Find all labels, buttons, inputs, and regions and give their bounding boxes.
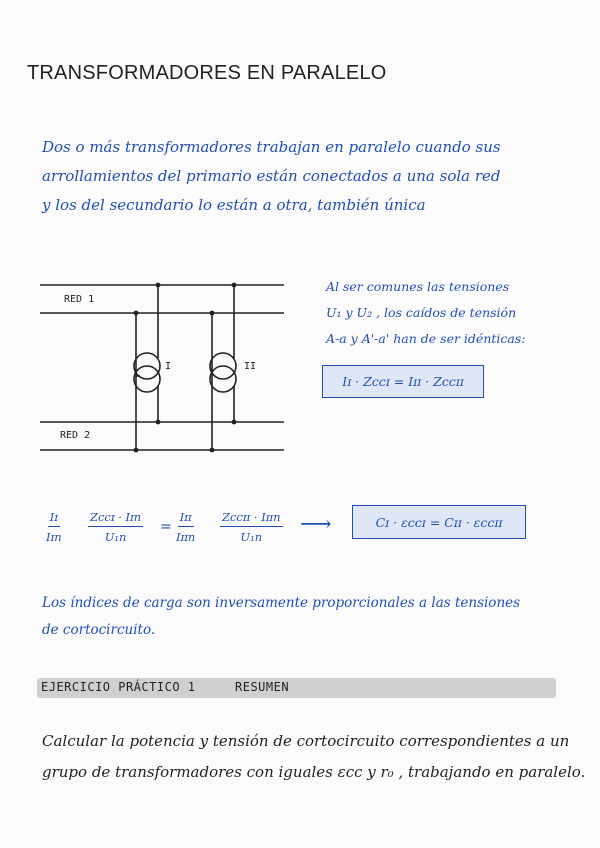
red2-label: RED 2 (60, 430, 91, 441)
fraction-3-numerator: Iɪɪ (178, 510, 194, 527)
junction-dot (232, 283, 237, 288)
intro-line: arrollamientos del primario están conectados a una sola red (42, 167, 501, 185)
fraction-4 (220, 510, 283, 544)
arrow-icon: ⟶ (300, 512, 332, 537)
fraction-3 (176, 510, 195, 544)
page-title: TRANSFORMADORES EN PARALELO (27, 62, 387, 84)
side-note-line: A-a y A'-a' han de ser idénticas: (326, 331, 526, 346)
fraction-1 (46, 510, 62, 544)
junction-dot (156, 283, 161, 288)
junction-dot (156, 420, 161, 425)
transformer-1-label: I (165, 361, 172, 372)
voltage-drop-equation: Iɪ · Zccɪ = Iɪɪ · Zccɪɪ (342, 374, 464, 389)
exercise-line: grupo de transformadores con iguales εcc y r₀ , trabajando en paralelo. (42, 763, 586, 781)
junction-dot (210, 311, 215, 316)
exercise-line: Calcular la potencia y tensión de cortocircuito correspondientes a un (42, 732, 570, 750)
fraction-2-denominator: U₁n (104, 530, 127, 544)
t1-wire-primary-b (136, 313, 140, 376)
conclusion-line: de cortocircuito. (42, 622, 156, 638)
intro-line: y los del secundario lo están a otra, también única (42, 196, 426, 214)
conclusion-line: Los índices de carga son inversamente proporcionales a las tensiones (42, 595, 521, 611)
side-note (326, 274, 525, 352)
fraction-4-numerator: Zccɪɪ · Iɪɪn (220, 510, 283, 527)
summary-label: RESUMEN (235, 680, 290, 694)
exercise-statement (42, 726, 585, 788)
load-index-equation-box (352, 505, 526, 539)
fraction-2 (88, 510, 143, 544)
exercise-title: EJERCICIO PRÁCTICO 1 (41, 680, 196, 694)
equals-sign: = (160, 519, 172, 535)
junction-dot (210, 448, 215, 453)
conclusion-paragraph (42, 590, 520, 644)
junction-dot (134, 448, 139, 453)
side-note-line: U₁ y U₂ , los caídos de tensión (326, 305, 517, 320)
fraction-1-numerator: Iɪ (48, 510, 60, 527)
load-index-equation: Cɪ · εccɪ = Cɪɪ · εccɪɪ (375, 514, 503, 530)
voltage-drop-equation-box (322, 365, 484, 398)
fraction-1-denominator: Iɪn (46, 530, 62, 544)
junction-dot (232, 420, 237, 425)
intro-line: Dos o más transformadores trabajan en paralelo cuando sus (42, 138, 501, 156)
junction-dot (134, 311, 139, 316)
red1-label: RED 1 (64, 294, 95, 305)
fraction-2-numerator: Zccɪ · Iɪn (88, 510, 143, 527)
transformer-2-label: II (244, 361, 257, 372)
side-note-line: Al ser comunes las tensiones (326, 279, 510, 294)
exercise-header-bar (37, 678, 556, 698)
fraction-3-denominator: Iɪɪn (176, 530, 196, 544)
fraction-4-denominator: U₁n (240, 530, 263, 544)
